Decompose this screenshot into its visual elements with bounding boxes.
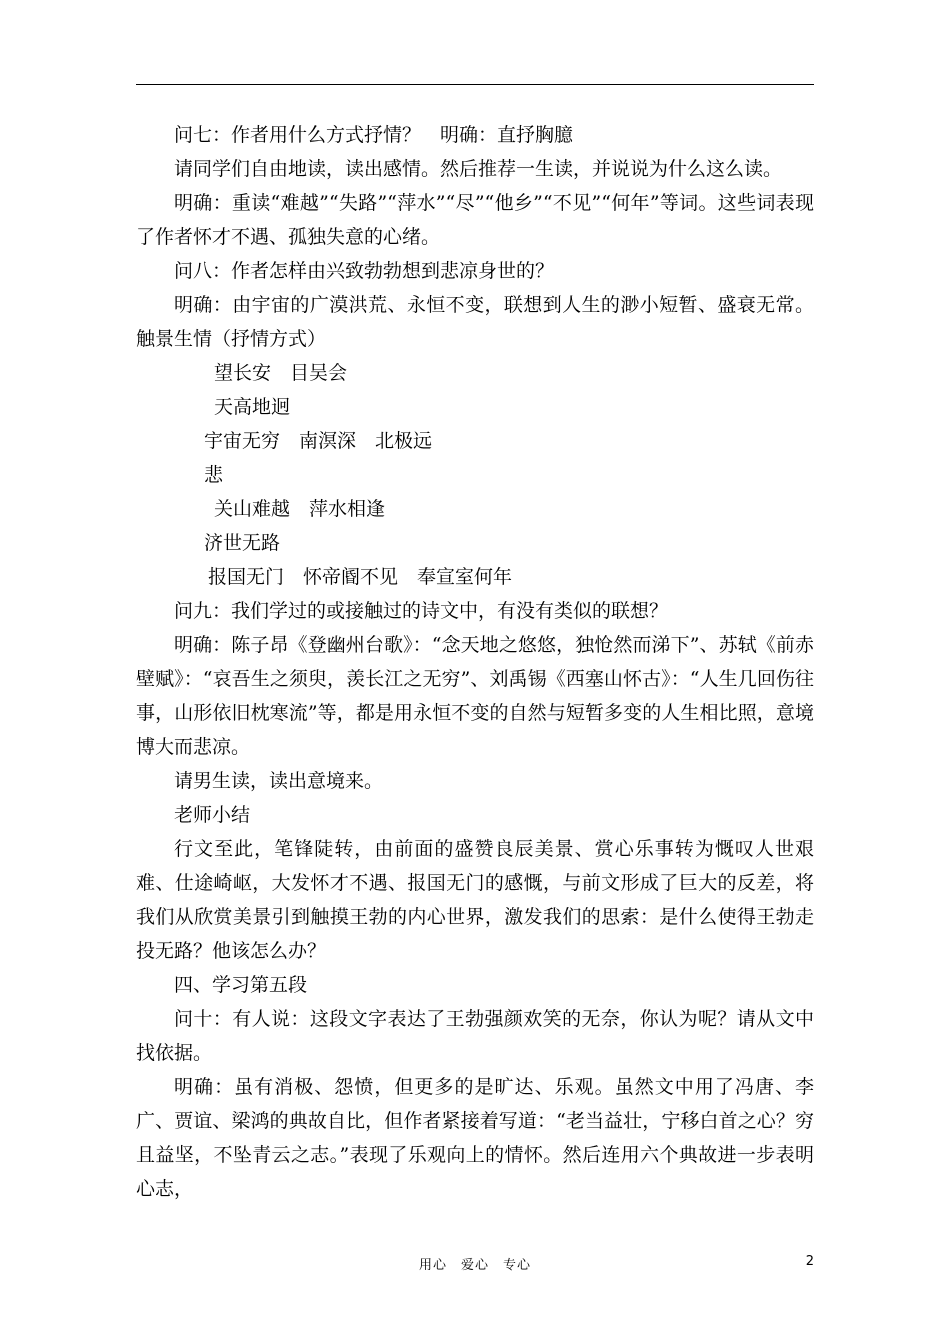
outline-line: 天高地迥 (214, 396, 291, 418)
outline-line: 关山难越 萍水相逢 (214, 498, 386, 520)
paragraph: 请同学们自由地读，读出感情。然后推荐一生读，并说说为什么这么读。 (174, 158, 783, 180)
outline-line: 济世无路 (204, 532, 281, 554)
paragraph: 问七：作者用什么方式抒情？ 明确：直抒胸臆 (174, 124, 574, 146)
paragraph: 问九：我们学过的或接触过的诗文中，有没有类似的联想？ (174, 600, 669, 622)
paragraph: 问八：作者怎样由兴致勃勃想到悲凉身世的？ (174, 260, 555, 282)
paragraph: 明确：虽有消极、怨愤，但更多的是旷达、乐观。虽然文中用了冯唐、李广、贾谊、梁鸿的典故自比，但作者紧接着写道：“老当益壮，宁移白首之心？穷且益坚，不坠青云之志。”表现了乐观向上的情怀。然后连用六个典故进一步表明心志， (136, 1076, 814, 1200)
document-body (136, 118, 814, 1206)
paragraph: 明确：由宇宙的广漠洪荒、永恒不变，联想到人生的渺小短暂、盛衰无常。触景生情（抒情方式） (136, 294, 814, 350)
outline-line: 悲 (204, 464, 224, 486)
paragraph: 问十：有人说：这段文字表达了王勃强颜欢笑的无奈，你认为呢？请从文中找依据。 (136, 1008, 814, 1064)
page-footer (0, 1254, 950, 1274)
outline-line: 望长安 目吴会 (214, 362, 348, 384)
header-rule (136, 84, 814, 85)
paragraph: 行文至此，笔锋陡转，由前面的盛赞良辰美景、赏心乐事转为慨叹人世艰难、仕途崎岖，大发怀才不遇、报国无门的感慨，与前文形成了巨大的反差，将我们从欣赏美景引到触摸王勃的内心世界，激发我们的思索：是什么使得王勃走投无路？他该怎么办？ (136, 838, 814, 962)
footer-slogan: 用心 爱心 专心 (418, 1258, 531, 1273)
outline-line: 宇宙无穷 南溟深 北极远 (204, 430, 433, 452)
paragraph: 老师小结 (174, 804, 251, 826)
section-heading: 四、学习第五段 (174, 974, 308, 996)
paragraph: 请男生读，读出意境来。 (174, 770, 384, 792)
page-number: 2 (805, 1254, 814, 1269)
paragraph: 明确：陈子昂《登幽州台歌》：“念天地之悠悠，独怆然而涕下”、苏轼《前赤壁赋》：“哀吾生之须臾，羡长江之无穷”、刘禹锡《西塞山怀古》：“人生几回伤往事，山形依旧枕寒流”等，都是用永恒不变的自然与短暂多变的人生相比照，意境博大而悲凉。 (136, 634, 814, 758)
outline-line: 报国无门 怀帝阍不见 奉宣室何年 (208, 566, 513, 588)
paragraph: 明确：重读“难越”“失路”“萍水”“尽”“他乡”“不见”“何年”等词。这些词表现了作者怀才不遇、孤独失意的心绪。 (136, 192, 814, 248)
